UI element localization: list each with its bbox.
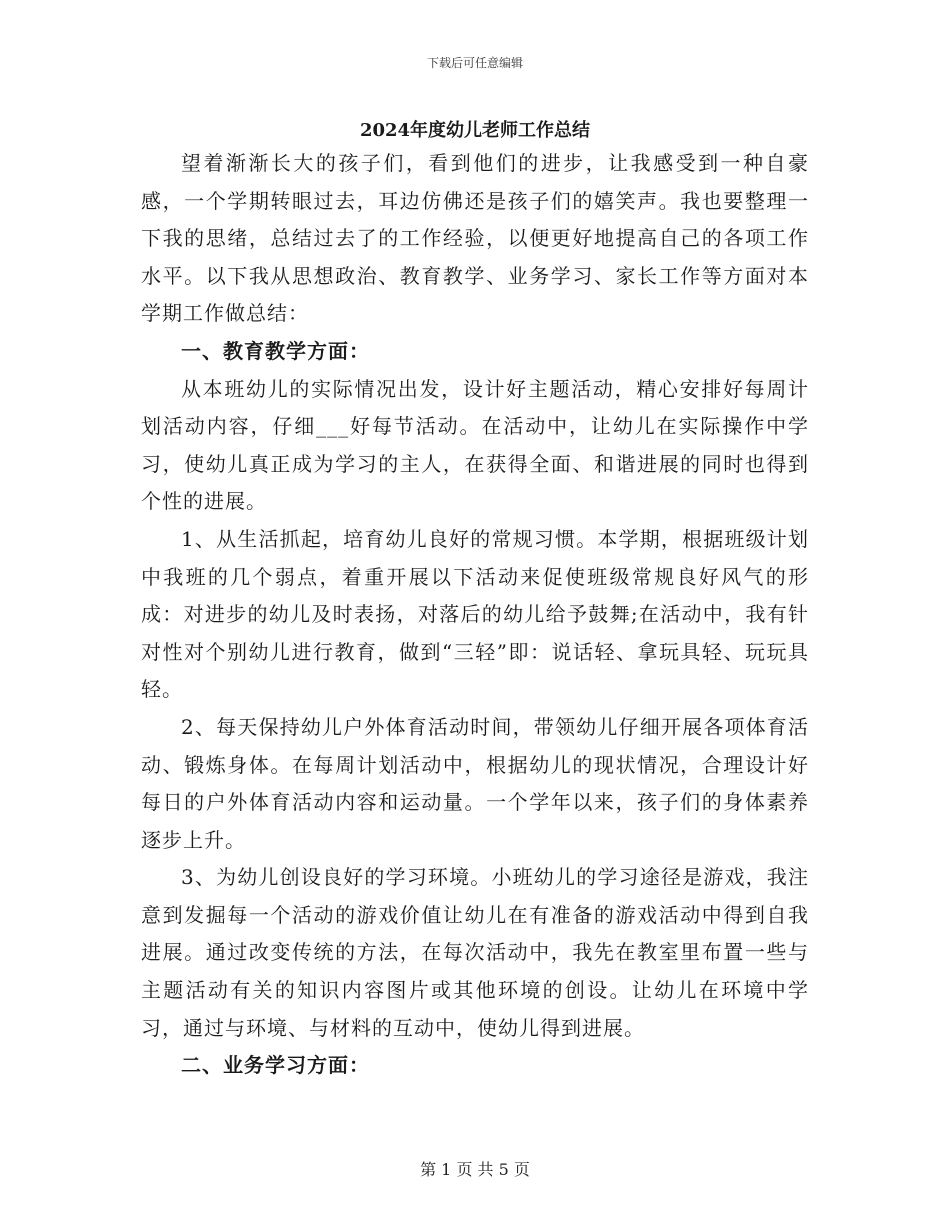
list-item-2: 2、每天保持幼儿户外体育活动时间，带领幼儿仔细开展各项体育活动、锻炼身体。在每周计划活动中，根据幼儿的现状情况，合理设计好每日的户外体育活动内容和运动量。一个学年以来，孩子们的身体素养逐步上升。 [141,714,809,852]
teaching-paragraph: 从本班幼儿的实际情况出发，设计好主题活动，精心安排好每周计划活动内容，仔细___好每节活动。在活动中，让幼儿在实际操作中学习，使幼儿真正成为学习的主人，在获得全面、和谐进展的同时也得到个性的进展。 [141,376,809,514]
list-item-3: 3、为幼儿创设良好的学习环境。小班幼儿的学习途径是游戏，我注意到发掘每一个活动的游戏价值让幼儿在有准备的游戏活动中得到自我进展。通过改变传统的方法，在每次活动中，我先在教室里布置一些与主题活动有关的知识内容图片或其他环境的创设。让幼儿在环境中学习，通过与环境、与材料的互动中，使幼儿得到进展。 [141,865,809,1040]
list-item-1: 1、从生活抓起，培育幼儿良好的常规习惯。本学期，根据班级计划中我班的几个弱点，着重开展以下活动来促使班级常规良好风气的形成：对进步的幼儿及时表扬，对落后的幼儿给予鼓舞;在活动中，我有针对性对个别幼儿进行教育，做到“三轻”即：说话轻、拿玩具轻、玩玩具轻。 [141,526,809,702]
section-heading-teaching: 一、教育教学方面： [181,338,370,363]
page-number: 第 1 页 共 5 页 [420,1160,530,1179]
header-note: 下载后可任意编辑 [426,56,523,70]
intro-paragraph: 望着渐渐长大的孩子们，看到他们的进步，让我感受到一种自豪感，一个学期转眼过去，耳边仿佛还是孩子们的嬉笑声。我也要整理一下我的思绪，总结过去了的工作经验，以便更好地提高自己的各项工作水平。以下我从思想政治、教育教学、业务学习、家长工作等方面对本学期工作做总结： [141,151,809,326]
document-title: 2024年度幼儿老师工作总结 [359,120,591,141]
document-body [141,145,809,1085]
section-heading-study: 二、业务学习方面： [181,1053,370,1078]
